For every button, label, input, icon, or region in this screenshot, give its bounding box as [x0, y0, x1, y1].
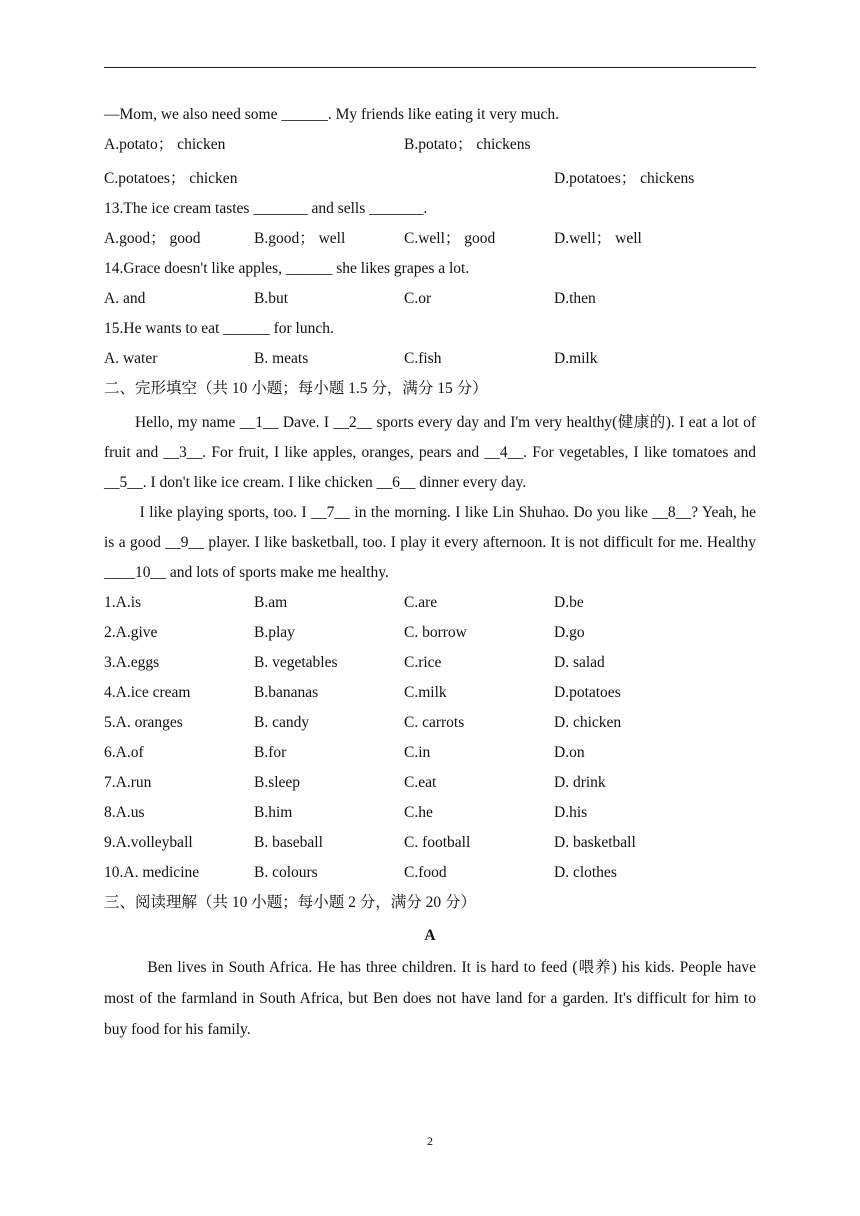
cloze-option: B.sleep	[254, 774, 301, 791]
section2-title: 二、完形填空（共 10 小题；每小题 1.5 分，满分 15 分）	[104, 380, 488, 397]
cloze-option: 3.A.eggs	[104, 654, 160, 671]
cloze-option: C.rice	[404, 654, 442, 671]
q15-options	[104, 344, 756, 374]
cloze-option: C.milk	[404, 684, 447, 701]
page-content	[104, 100, 756, 1045]
q14-option-b: B.but	[254, 290, 289, 307]
cloze-option: C. borrow	[404, 624, 467, 641]
cloze-option: B.him	[254, 804, 293, 821]
cloze-option: 2.A.give	[104, 624, 158, 641]
cloze-option: C.he	[404, 804, 433, 821]
cloze-option: C.in	[404, 744, 431, 761]
q12-option-b: B.potato； chickens	[404, 136, 531, 153]
cloze-option-row	[104, 828, 756, 858]
q14-options	[104, 284, 756, 314]
cloze-option: D.his	[554, 804, 588, 821]
cloze-option: B.am	[254, 594, 288, 611]
q12-option-d: D.potatoes； chickens	[554, 170, 695, 187]
q13-option-a: A.good； good	[104, 230, 201, 247]
cloze-option-row	[104, 588, 756, 618]
q15-option-b: B. meats	[254, 350, 309, 367]
cloze-option: D. clothes	[554, 864, 617, 881]
passage-a-text: Ben lives in South Africa. He has three children. It is hard to feed (喂养) his kids. People have most of the farmland in South Africa, but Ben does not have land for a garden. It's difficult for him to buy food for his family.	[104, 959, 756, 1038]
q12-option-c: C.potatoes； chicken	[104, 170, 238, 187]
cloze-option: B. colours	[254, 864, 318, 881]
cloze-option: 4.A.ice cream	[104, 684, 191, 701]
cloze-option: 7.A.run	[104, 774, 152, 791]
cloze-option-row	[104, 708, 756, 738]
cloze-option: 8.A.us	[104, 804, 145, 821]
q13-option-d: D.well； well	[554, 230, 642, 247]
cloze-option: 6.A.of	[104, 744, 144, 761]
cloze-option: 1.A.is	[104, 594, 142, 611]
cloze-option: B.play	[254, 624, 295, 641]
q12-options-row1	[104, 130, 756, 164]
q14-option-d: D.then	[554, 290, 596, 307]
q15-option-c: C.fish	[404, 350, 442, 367]
page-number: 2	[427, 1134, 433, 1148]
q13-option-c: C.well； good	[404, 230, 496, 247]
cloze-option: D.be	[554, 594, 584, 611]
cloze-option-row	[104, 618, 756, 648]
q14-option-a: A. and	[104, 290, 146, 307]
cloze-option: C.are	[404, 594, 438, 611]
cloze-option-row	[104, 648, 756, 678]
q13-stem: 13.The ice cream tastes _______ and sells _______.	[104, 200, 428, 217]
cloze-options-list	[104, 588, 756, 888]
cloze-option: D. drink	[554, 774, 606, 791]
cloze-option: D.on	[554, 744, 585, 761]
cloze-option: D. chicken	[554, 714, 622, 731]
cloze-option: 5.A. oranges	[104, 714, 183, 731]
cloze-option: C. carrots	[404, 714, 465, 731]
cloze-option-row	[104, 798, 756, 828]
cloze-option: B. vegetables	[254, 654, 338, 671]
cloze-option: D.go	[554, 624, 585, 641]
cloze-paragraph-2: I like playing sports, too. I __7__ in the morning. I like Lin Shuhao. Do you like __8__? Yeah, he is a good __9__ player. I like basketball, too. I play it every afternoon. It is not difficult for me. Healthy ____10__ and lots of sports make me healthy.	[104, 504, 756, 581]
cloze-option: 10.A. medicine	[104, 864, 200, 881]
cloze-option: C.food	[404, 864, 447, 881]
cloze-option-row	[104, 678, 756, 708]
cloze-option-row	[104, 768, 756, 798]
cloze-option: D. salad	[554, 654, 605, 671]
q15-option-a: A. water	[104, 350, 158, 367]
section3-title: 三、阅读理解（共 10 小题；每小题 2 分，满分 20 分）	[104, 894, 477, 911]
cloze-paragraph-1: Hello, my name __1__ Dave. I __2__ sports every day and I'm very healthy(健康的). I eat a lot of fruit and __3__. For fruit, I like apples, oranges, pears and __4__. For vegetables, I like tomatoes and __5__. I don't like ice cream. I like chicken __6__ dinner every day.	[104, 414, 756, 491]
cloze-option: C. football	[404, 834, 471, 851]
q12-options-row2	[104, 164, 756, 194]
cloze-option: D. basketball	[554, 834, 636, 851]
q14-option-c: C.or	[404, 290, 432, 307]
q13-options	[104, 224, 756, 254]
header-rule	[104, 67, 756, 68]
q15-option-d: D.milk	[554, 350, 598, 367]
cloze-option: B.for	[254, 744, 287, 761]
cloze-option: B. baseball	[254, 834, 323, 851]
cloze-option: B.bananas	[254, 684, 319, 701]
q12-option-a: A.potato； chicken	[104, 136, 226, 153]
cloze-option: B. candy	[254, 714, 310, 731]
cloze-option: C.eat	[404, 774, 437, 791]
cloze-option: 9.A.volleyball	[104, 834, 193, 851]
cloze-option-row	[104, 858, 756, 888]
q14-stem: 14.Grace doesn't like apples, ______ she likes grapes a lot.	[104, 260, 470, 277]
q15-stem: 15.He wants to eat ______ for lunch.	[104, 320, 334, 337]
q13-option-b: B.good； well	[254, 230, 346, 247]
q12-stem: —Mom, we also need some ______. My friends like eating it very much.	[104, 106, 560, 123]
cloze-option-row	[104, 738, 756, 768]
passage-a-title: A	[424, 927, 436, 944]
cloze-option: D.potatoes	[554, 684, 621, 701]
